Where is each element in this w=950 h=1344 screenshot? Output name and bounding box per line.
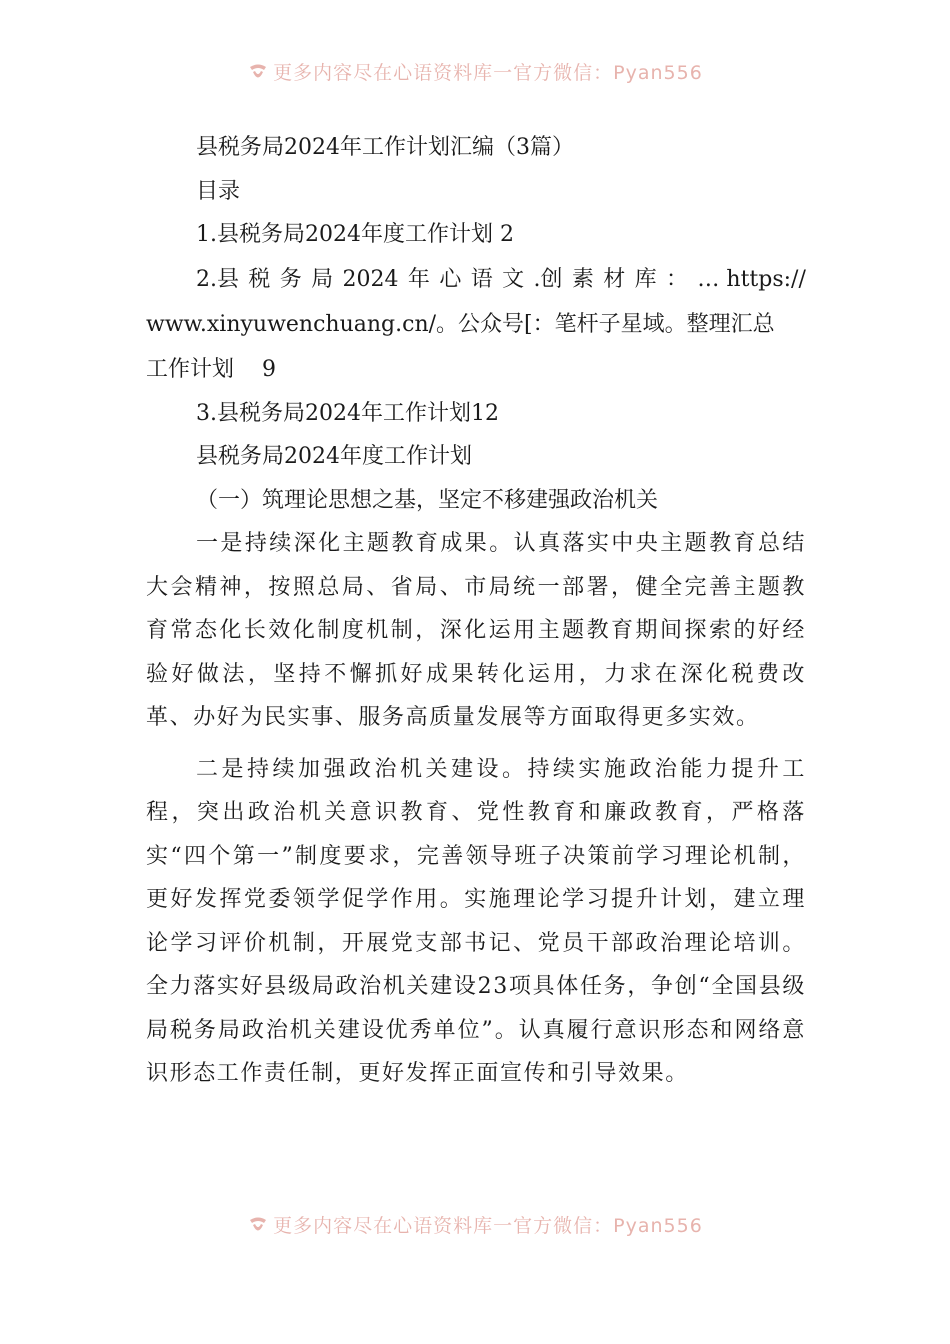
paragraph-2: 二是持续加强政治机关建设。持续实施政治能力提升工程，突出政治机关意识教育、党性教育和廉政教育，严格落实“四个第一”制度要求，完善领导班子决策前学习理论机制，更好发挥党委领学促学作用。实施理论学习提升计划，建立理论学习评价机制，开展党支部书记、党员干部政治理论培训。全力落实好县级局政治机关建设23项具体任务，争创“全国县级局税务局政治机关建设优秀单位”。认真履行意识形态和网络意识形态工作责任制，更好发挥正面宣传和引导效果。 [146,756,806,1086]
document-title: 县税务局2024年度工作计划 [196,444,472,469]
toc-item-2-char: 心 [439,266,462,292]
toc-item-3: 3.县税务局2024年工作计划12 [196,400,499,426]
footer-watermark [0,1211,950,1238]
toc-item-2-char: .创 [533,266,563,292]
toc-item-2-char: 素 [571,266,594,292]
toc-item-2-line-3 [146,347,806,392]
toc-item-2-char: 局 [311,266,334,292]
toc-item-2-line-2[interactable]: www.xinyuwenchuang.cn/。公众号[：笔杆子星域。整理汇总 [146,311,775,337]
toc-item-1: 1.县税务局2024年度工作计划 2 [196,222,514,247]
toc-item-2-char: 库 [634,266,657,292]
toc-item-2-char: 税 [248,266,271,292]
watermark-logo-icon [247,63,269,83]
toc-item-2-char: 年 [407,266,430,292]
toc-item-2-link[interactable]: … https:// [697,266,806,292]
header-watermark [0,58,950,85]
toc-item-2-char: 2.县 [196,266,239,292]
toc-item-2 [146,257,806,392]
watermark-logo-icon [247,1216,269,1236]
document-body [146,126,806,1096]
toc-item-2-char: ： [666,266,689,292]
section-heading-1: （一）筑理论思想之基，坚定不移建强政治机关 [196,487,659,513]
toc-item-2-char: 务 [279,266,302,292]
toc-item-2-char: 2024 [342,266,399,292]
toc-item-2-page: 9 [262,356,277,382]
collection-title: 县税务局2024年工作计划汇编（3篇） [196,135,574,160]
toc-item-2-char: 材 [603,266,626,292]
toc-item-2-char: 语 [470,266,493,292]
toc-heading: 目录 [196,178,241,204]
watermark-text: 更多内容尽在心语资料库一官方微信：Pyan556 [273,1215,703,1237]
paragraph-1: 一是持续深化主题教育成果。认真落实中央主题教育总结大会精神，按照总局、省局、市局统一部署，健全完善主题教育常态化长效化制度机制，深化运用主题教育期间探索的好经验好做法，坚持不懈抓好成果转化运用，力求在深化税费改革、办好为民实事、服务高质量发展等方面取得更多实效。 [146,531,806,730]
toc-item-2-line-1 [146,257,806,302]
watermark-text: 更多内容尽在心语资料库一官方微信：Pyan556 [273,62,703,84]
toc-item-2-char: 文 [502,266,525,292]
toc-item-2-label: 工作计划 [146,356,235,382]
